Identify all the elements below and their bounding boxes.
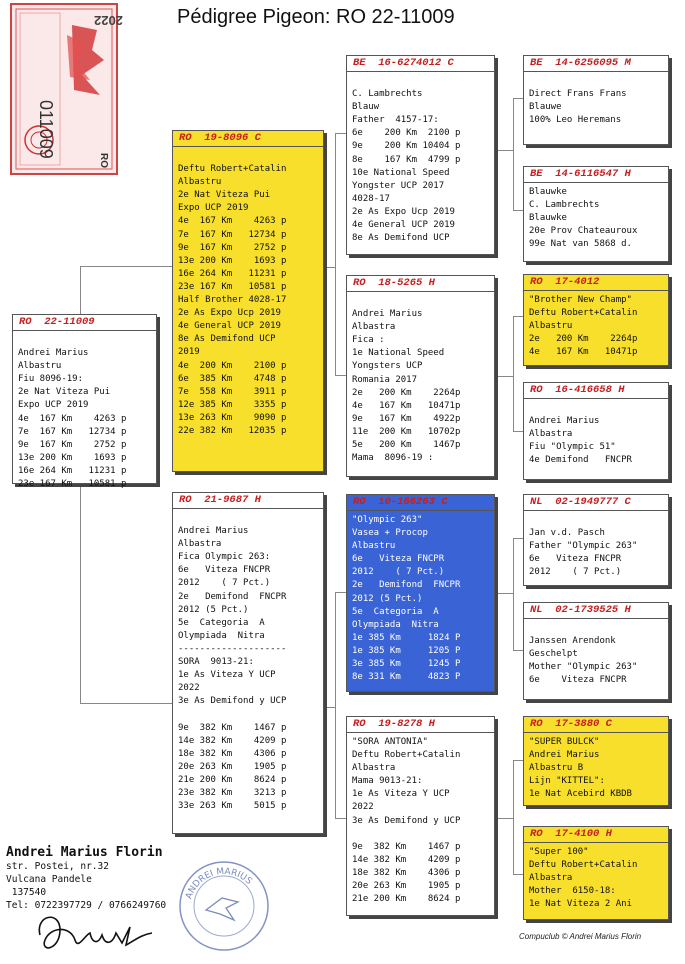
detail-line: 2012 ( 7 Pct.): [529, 567, 622, 578]
connector: [513, 538, 514, 650]
pigeon-card-ggp-6[interactable]: [523, 602, 669, 700]
pigeon-card-granddam-maternal[interactable]: [346, 716, 495, 916]
detail-line: Fica :: [352, 335, 385, 346]
ring-number: BE 14-6256095 M: [524, 56, 668, 72]
detail-line: 2e Nat Viteza Pui: [178, 190, 271, 201]
detail-line: 3e 385 Km 1245 P: [352, 659, 461, 670]
pigeon-card-ggp-5[interactable]: [523, 494, 669, 586]
ring-number: RO 17-4100 H: [524, 827, 668, 843]
detail-line: 13e 263 Km 9090 p: [178, 412, 287, 423]
detail-line: Deftu Robert+Catalin: [529, 308, 638, 319]
detail-line: Andrei Marius: [529, 750, 600, 761]
detail-line: Albastra: [529, 429, 573, 440]
pigeon-details: [347, 292, 494, 465]
detail-line: 22e 382 Km 12035 p: [178, 425, 287, 436]
detail-line: 2022: [352, 802, 374, 813]
detail-line: Olympiada Nitra: [352, 619, 439, 630]
ring-number: RO 22-11009: [13, 315, 156, 331]
detail-line: Jan v.d. Pasch: [529, 528, 605, 539]
detail-line: Mama 8096-19 :: [352, 453, 434, 464]
connector: [513, 760, 523, 761]
pigeon-details: [524, 72, 668, 127]
connector: [513, 650, 523, 651]
connector: [513, 431, 523, 432]
detail-line: 33e 263 Km 5015 p: [178, 801, 287, 812]
detail-line: Blauw: [352, 102, 380, 113]
detail-line: [529, 514, 663, 527]
pigeon-details: [13, 331, 156, 491]
detail-line: Yongster UCP 2017: [352, 180, 445, 191]
detail-line: Blauwke: [529, 187, 567, 197]
detail-line: 2012 ( 7 Pct.): [352, 567, 445, 578]
connector: [80, 703, 173, 704]
detail-line: 9e 382 Km 1467 p: [178, 722, 287, 733]
detail-line: --------------------: [178, 643, 287, 654]
detail-line: 3e As Demifond y UCP: [178, 696, 287, 707]
svg-text:ANDREI MARIUS: [184, 867, 253, 901]
ring-number: RO 10-166263 C: [347, 495, 494, 511]
detail-line: 9e 167 Km 2752 p: [178, 242, 287, 253]
owner-block: [6, 845, 166, 912]
stamp-seal-icon: [176, 858, 272, 954]
ring-number: RO 21-9687 H: [173, 493, 323, 509]
detail-line: "Super 100": [529, 847, 589, 857]
detail-line: 9e 167 Km 4922p: [352, 413, 461, 424]
pigeon-card-subject[interactable]: [12, 314, 157, 490]
detail-line: 13e 200 Km 1693 p: [178, 255, 287, 266]
detail-line: 2e Nat Viteza Pui: [18, 387, 111, 398]
detail-line: 4e General UCP 2019: [352, 220, 455, 231]
detail-line: 6e Viteza FNCPR: [529, 675, 627, 686]
detail-line: 16e 264 Km 11231 p: [18, 465, 127, 476]
detail-line: Father "Olympic 263": [529, 541, 638, 552]
detail-line: Albastru: [529, 321, 573, 332]
signature-icon: [30, 905, 160, 955]
detail-line: 18e 382 Km 4306 p: [178, 748, 287, 759]
detail-line: 8e As Demifond UCP: [178, 334, 276, 345]
ring-number: NL 02-1949777 C: [524, 495, 668, 511]
certificate-sticker: [10, 3, 123, 175]
detail-line: 2e Demifond FNCPR: [178, 591, 287, 602]
detail-line: 9e 382 Km 1467 p: [352, 841, 461, 852]
pigeon-card-ggp-2[interactable]: [523, 166, 669, 262]
detail-line: "Brother New Champ": [529, 295, 632, 305]
detail-line: 5e Categoria A: [178, 617, 265, 628]
ring-number: RO 19-8278 H: [347, 717, 494, 733]
detail-line: Blauwke: [529, 213, 567, 224]
connector: [80, 484, 81, 703]
detail-line: Deftu Robert+Catalin: [178, 164, 287, 175]
pigeon-card-ggp-3[interactable]: [523, 274, 669, 366]
detail-line: 2e 200 Km 2264p: [529, 334, 638, 345]
footer-credit: Compuclub © Andrei Marius Florin: [519, 932, 642, 941]
connector: [335, 818, 346, 819]
owner-postal: 137540: [6, 887, 47, 898]
connector: [335, 592, 336, 707]
connector: [513, 316, 514, 431]
page-title: Pédigree Pigeon: RO 22-11009: [177, 6, 455, 28]
detail-line: Mother "Olympic 263": [529, 662, 638, 673]
detail-line: 2012 (5 Pct.): [352, 593, 423, 604]
detail-line: [529, 622, 663, 635]
detail-line: Blauwe: [529, 102, 562, 113]
certificate-country: RO: [98, 153, 109, 168]
detail-line: 20e 263 Km 1905 p: [178, 761, 287, 772]
detail-line: 6e 200 Km 2100 p: [352, 128, 461, 139]
detail-line: Andrei Marius: [352, 309, 423, 320]
detail-line: Albastru B: [529, 763, 584, 774]
detail-line: 6e Viteza FNCPR: [529, 554, 622, 565]
detail-line: Albastru: [178, 177, 222, 188]
ring-number: RO 18-5265 H: [347, 276, 494, 292]
detail-line: 2012 ( 7 Pct.): [178, 578, 271, 589]
pigeon-card-grandsire-maternal[interactable]: [346, 494, 495, 692]
detail-line: [529, 75, 663, 88]
detail-line: [178, 150, 318, 163]
pigeon-details: [524, 619, 668, 687]
detail-line: Mama 9013-21:: [352, 776, 423, 787]
pigeon-details: [347, 733, 494, 906]
detail-line: 6e 385 Km 4748 p: [178, 373, 287, 384]
detail-line: 8e 167 Km 4799 p: [352, 154, 461, 165]
detail-line: 2012 (5 Pct.): [178, 604, 249, 615]
detail-line: Expo UCP 2019: [178, 203, 249, 214]
detail-line: Fica Olympic 263:: [178, 552, 271, 563]
connector: [513, 538, 523, 539]
detail-line: 23e 382 Km 3213 p: [178, 787, 287, 798]
detail-line: Romania 2017: [352, 374, 418, 385]
detail-line: 5e Categoria A: [352, 606, 439, 617]
owner-street: str. Postei, nr.32: [6, 861, 109, 872]
detail-line: 1e 385 Km 1205 P: [352, 645, 461, 656]
detail-line: Albastra: [352, 763, 396, 774]
detail-line: 6e Viteza FNCPR: [352, 554, 445, 565]
detail-line: 8e As Demifond UCP: [352, 233, 450, 244]
detail-line: 12e 385 Km 3355 p: [178, 399, 287, 410]
detail-line: 1e Nat Acebird KBDB: [529, 789, 632, 800]
connector: [495, 376, 514, 377]
detail-line: 7e 558 Km 3911 p: [178, 386, 287, 397]
detail-line: 16e 264 Km 11231 p: [178, 268, 287, 279]
detail-line: Albastru: [18, 361, 62, 372]
connector: [495, 818, 514, 819]
detail-line: Mother 6150-18:: [529, 886, 616, 897]
pigeon-details: [524, 291, 668, 359]
pigeon-details: [347, 511, 494, 684]
detail-line: "Olympic 263": [352, 515, 423, 525]
detail-line: 13e 200 Km 1693 p: [18, 452, 127, 463]
detail-line: Andrei Marius: [529, 416, 600, 427]
detail-line: 1e As Viteza Y UCP: [352, 789, 450, 800]
detail-line: Father 4157-17:: [352, 115, 439, 126]
pigeon-details: [173, 147, 323, 438]
connector: [335, 267, 336, 375]
pigeon-details: [524, 733, 668, 801]
certificate-year: 2022: [94, 13, 123, 28]
detail-line: [178, 708, 318, 721]
connector: [513, 98, 523, 99]
connector: [335, 133, 336, 267]
ring-number: RO 17-3880 C: [524, 717, 668, 733]
detail-line: 2e 200 Km 2264p: [352, 387, 461, 398]
detail-line: 4e Demifond FNCPR: [529, 455, 632, 466]
connector: [513, 210, 523, 211]
detail-line: [529, 402, 663, 415]
detail-line: 4e 167 Km 4263 p: [18, 413, 127, 424]
detail-line: 8e 331 Km 4823 P: [352, 672, 461, 683]
detail-line: 14e 382 Km 4209 p: [178, 735, 287, 746]
detail-line: 4e 167 Km 10471p: [529, 347, 638, 358]
pigeon-details: [524, 843, 668, 911]
detail-line: 9e 200 Km 10404 p: [352, 141, 461, 152]
detail-line: Lijn "KITTEL":: [529, 776, 605, 787]
detail-line: Direct Frans Frans: [529, 89, 627, 100]
connector: [335, 592, 346, 593]
ring-number: RO 17-4012: [524, 275, 668, 291]
detail-line: Half Brother 4028-17: [178, 295, 287, 306]
pigeon-details: [524, 399, 668, 467]
detail-line: "SUPER BULCK": [529, 737, 600, 747]
pigeon-details: [347, 72, 494, 245]
connector: [495, 593, 514, 594]
connector: [495, 150, 514, 151]
detail-line: 21e 200 Km 8624 p: [178, 774, 287, 785]
detail-line: 4028-17: [352, 193, 390, 204]
connector: [335, 133, 346, 134]
pigeon-card-ggp-1[interactable]: [523, 55, 669, 145]
detail-line: 4e 167 Km 10471p: [352, 400, 461, 411]
connector: [80, 266, 173, 267]
detail-line: Expo UCP 2019: [18, 400, 89, 411]
pigeon-card-granddam-paternal[interactable]: [346, 275, 495, 477]
detail-line: Albastra: [178, 539, 222, 550]
detail-line: 20e Prov Chateauroux: [529, 226, 638, 237]
detail-line: 11e 200 Km 10702p: [352, 426, 461, 437]
detail-line: 14e 382 Km 4209 p: [352, 854, 461, 865]
detail-line: [352, 295, 489, 308]
owner-city: Vulcana Pandele: [6, 874, 92, 885]
detail-line: 100% Leo Heremans: [529, 115, 622, 126]
detail-line: Albastra: [352, 322, 396, 333]
detail-line: "SORA ANTONIA": [352, 737, 428, 747]
connector: [513, 98, 514, 210]
connector: [513, 760, 514, 874]
detail-line: 4e 200 Km 2100 p: [178, 360, 287, 371]
owner-name: Andrei Marius Florin: [6, 845, 163, 860]
pigeon-card-ggp-8[interactable]: [523, 826, 669, 920]
detail-line: 1e Nat Viteza 2 Ani: [529, 899, 632, 910]
detail-line: Olympiada Nitra: [178, 630, 265, 641]
detail-line: SORA 9013-21:: [178, 657, 254, 668]
detail-line: 4e 167 Km 4263 p: [178, 216, 287, 227]
detail-line: Albastra: [529, 873, 573, 884]
detail-line: 2e Demifond FNCPR: [352, 580, 461, 591]
detail-line: Andrei Marius: [18, 348, 89, 359]
connector: [513, 874, 523, 875]
owner-phone: Tel: 0722397729 / 0766249760: [6, 900, 167, 911]
pigeon-details: [173, 509, 323, 813]
ring-number: NL 02-1739525 H: [524, 603, 668, 619]
pigeon-card-grandsire-paternal[interactable]: [346, 55, 495, 255]
detail-line: Andrei Marius: [178, 526, 249, 537]
detail-line: [18, 334, 151, 347]
ring-number: BE 16-6274012 C: [347, 56, 494, 72]
pigeon-details: [524, 183, 668, 251]
detail-line: 10e National Speed: [352, 167, 450, 178]
detail-line: C. Lambrechts: [529, 200, 600, 211]
detail-line: 2022: [178, 683, 200, 694]
connector: [335, 375, 346, 376]
detail-line: Albastru: [352, 541, 396, 552]
detail-line: [352, 75, 489, 88]
detail-line: 18e 382 Km 4306 p: [352, 867, 461, 878]
detail-line: Deftu Robert+Catalin: [529, 860, 638, 871]
certificate-number: 011009: [36, 100, 56, 159]
detail-line: 21e 200 Km 8624 p: [352, 894, 461, 905]
detail-line: 2019: [178, 347, 200, 358]
detail-line: 5e 200 Km 1467p: [352, 440, 461, 451]
detail-line: 4e General UCP 2019: [178, 321, 281, 332]
detail-line: Deftu Robert+Catalin: [352, 750, 461, 761]
detail-line: 7e 167 Km 12734 p: [178, 229, 287, 240]
detail-line: Vasea + Procop: [352, 528, 428, 539]
certificate-artwork-icon: [12, 5, 116, 173]
detail-line: Janssen Arendonk: [529, 636, 616, 647]
detail-line: 7e 167 Km 12734 p: [18, 426, 127, 437]
ring-number: BE 14-6116547 H: [524, 167, 668, 183]
pigeon-card-dam[interactable]: [172, 492, 324, 834]
detail-line: Fiu 8096-19:: [18, 374, 84, 385]
connector: [335, 707, 336, 818]
detail-line: 23e 167 Km 10581 p: [18, 479, 127, 490]
detail-line: Yongsters UCP: [352, 361, 423, 372]
detail-line: 9e 167 Km 2752 p: [18, 439, 127, 450]
detail-line: Geschelpt: [529, 649, 578, 660]
detail-line: 23e 167 Km 10581 p: [178, 281, 287, 292]
pigeon-details: [524, 511, 668, 579]
detail-line: [352, 828, 489, 841]
ring-number: RO 16-416658 H: [524, 383, 668, 399]
detail-line: 1e As Viteza Y UCP: [178, 670, 276, 681]
connector: [80, 266, 81, 314]
ring-number: RO 19-8096 C: [173, 131, 323, 147]
detail-line: 6e Viteza FNCPR: [178, 565, 271, 576]
pigeon-card-ggp-4[interactable]: [523, 382, 669, 480]
detail-line: [178, 512, 318, 525]
detail-line: 3e As Demifond y UCP: [352, 815, 461, 826]
detail-line: C. Lambrechts: [352, 89, 423, 100]
detail-line: 2e As Expo Ucp 2019: [178, 308, 281, 319]
pigeon-card-ggp-7[interactable]: [523, 716, 669, 806]
detail-line: 99e Nat van 5868 d.: [529, 239, 632, 250]
detail-line: 1e National Speed: [352, 348, 445, 359]
stamp-text: ANDREI MARIUS: [184, 866, 254, 901]
pigeon-card-sire[interactable]: [172, 130, 324, 472]
detail-line: 20e 263 Km 1905 p: [352, 881, 461, 892]
detail-line: 2e As Expo Ucp 2019: [352, 206, 455, 217]
detail-line: Fiu "Olympic 51": [529, 442, 616, 453]
detail-line: 1e 385 Km 1824 P: [352, 632, 461, 643]
connector: [513, 316, 523, 317]
